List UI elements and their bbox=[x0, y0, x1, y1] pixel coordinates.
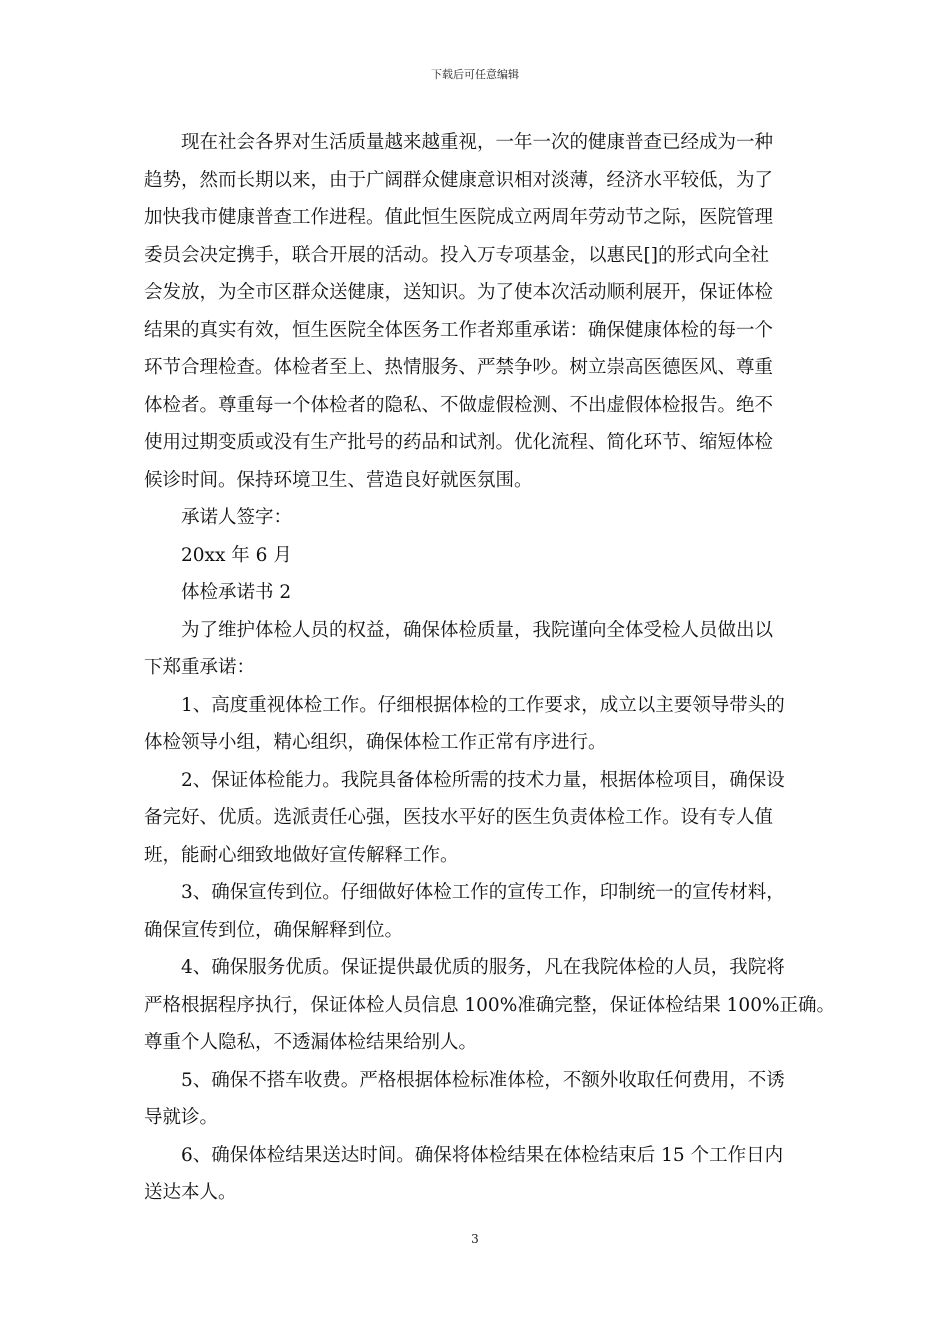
paragraph-line: 结果的真实有效，恒生医院全体医务工作者郑重承诺：确保健康体检的每一个 bbox=[144, 319, 774, 341]
paragraph-line: 体检领导小组，精心组织，确保体检工作正常有序进行。 bbox=[144, 732, 607, 753]
paragraph-line: 加快我市健康普查工作进程。值此恒生医院成立两周年劳动节之际，医院管理 bbox=[144, 207, 774, 228]
paragraph-line: 候诊时间。保持环境卫生、营造良好就医氛围。 bbox=[144, 469, 533, 491]
paragraph-line: 为了维护体检人员的权益，确保体检质量，我院谨向全体受检人员做出以 bbox=[181, 619, 774, 641]
signature-label: 承诺人签字： bbox=[181, 507, 293, 528]
paragraph-line: 严格根据程序执行，保证体检人员信息 100%准确完整，保证体检结果 100%正确。 bbox=[144, 994, 836, 1016]
list-item-1: 1、高度重视体检工作。仔细根据体检的工作要求，成立以主要领导带头的 bbox=[181, 694, 785, 716]
paragraph-line: 班，能耐心细致地做好宣传解释工作。 bbox=[144, 844, 459, 866]
section-title: 体检承诺书 2 bbox=[181, 582, 292, 603]
paragraph-line: 环节合理检查。体检者至上、热情服务、严禁争吵。树立崇高医德医风、尊重 bbox=[144, 357, 774, 378]
paragraph-line: 会发放，为全市区群众送健康，送知识。为了使本次活动顺利展开，保证体检 bbox=[144, 282, 774, 303]
paragraph-line: 趋势，然而长期以来，由于广阔群众健康意识相对淡薄，经济水平较低，为了 bbox=[144, 169, 774, 191]
list-item-6: 6、确保体检结果送达时间。确保将体检结果在体检结束后 15 个工作日内 bbox=[181, 1144, 784, 1166]
paragraph-line: 导就诊。 bbox=[144, 1107, 219, 1128]
paragraph-line: 尊重个人隐私，不透漏体检结果给别人。 bbox=[144, 1032, 478, 1053]
paragraph-line: 送达本人。 bbox=[144, 1182, 237, 1203]
signature-date: 20xx 年 6 月 bbox=[181, 544, 292, 566]
paragraph-line: 现在社会各界对生活质量越来越重视，一年一次的健康普查已经成为一种 bbox=[181, 132, 774, 153]
page-header: 下载后可任意编辑 bbox=[431, 68, 519, 81]
paragraph-line: 下郑重承诺： bbox=[144, 657, 256, 678]
paragraph-line: 确保宣传到位，确保解释到位。 bbox=[144, 919, 404, 941]
paragraph-line: 使用过期变质或没有生产批号的药品和试剂。优化流程、简化环节、缩短体检 bbox=[144, 432, 774, 453]
paragraph-line: 备完好、优质。选派责任心强，医技水平好的医生负责体检工作。设有专人值 bbox=[144, 807, 774, 828]
paragraph-line: 体检者。尊重每一个体检者的隐私、不做虚假检测、不出虚假体检报告。绝不 bbox=[144, 394, 774, 416]
list-item-5: 5、确保不搭车收费。严格根据体检标准体检，不额外收取任何费用，不诱 bbox=[181, 1069, 785, 1091]
document-body bbox=[144, 124, 836, 1212]
list-item-4: 4、确保服务优质。保证提供最优质的服务，凡在我院体检的人员，我院将 bbox=[181, 957, 785, 978]
page-number: 3 bbox=[471, 1232, 479, 1246]
list-item-3: 3、确保宣传到位。仔细做好体检工作的宣传工作，印制统一的宣传材料， bbox=[181, 882, 785, 903]
list-item-2: 2、保证体检能力。我院具备体检所需的技术力量，根据体检项目，确保设 bbox=[181, 769, 785, 791]
paragraph-line: 委员会决定携手，联合开展的活动。投入万专项基金，以惠民[]的形式向全社 bbox=[144, 244, 769, 266]
